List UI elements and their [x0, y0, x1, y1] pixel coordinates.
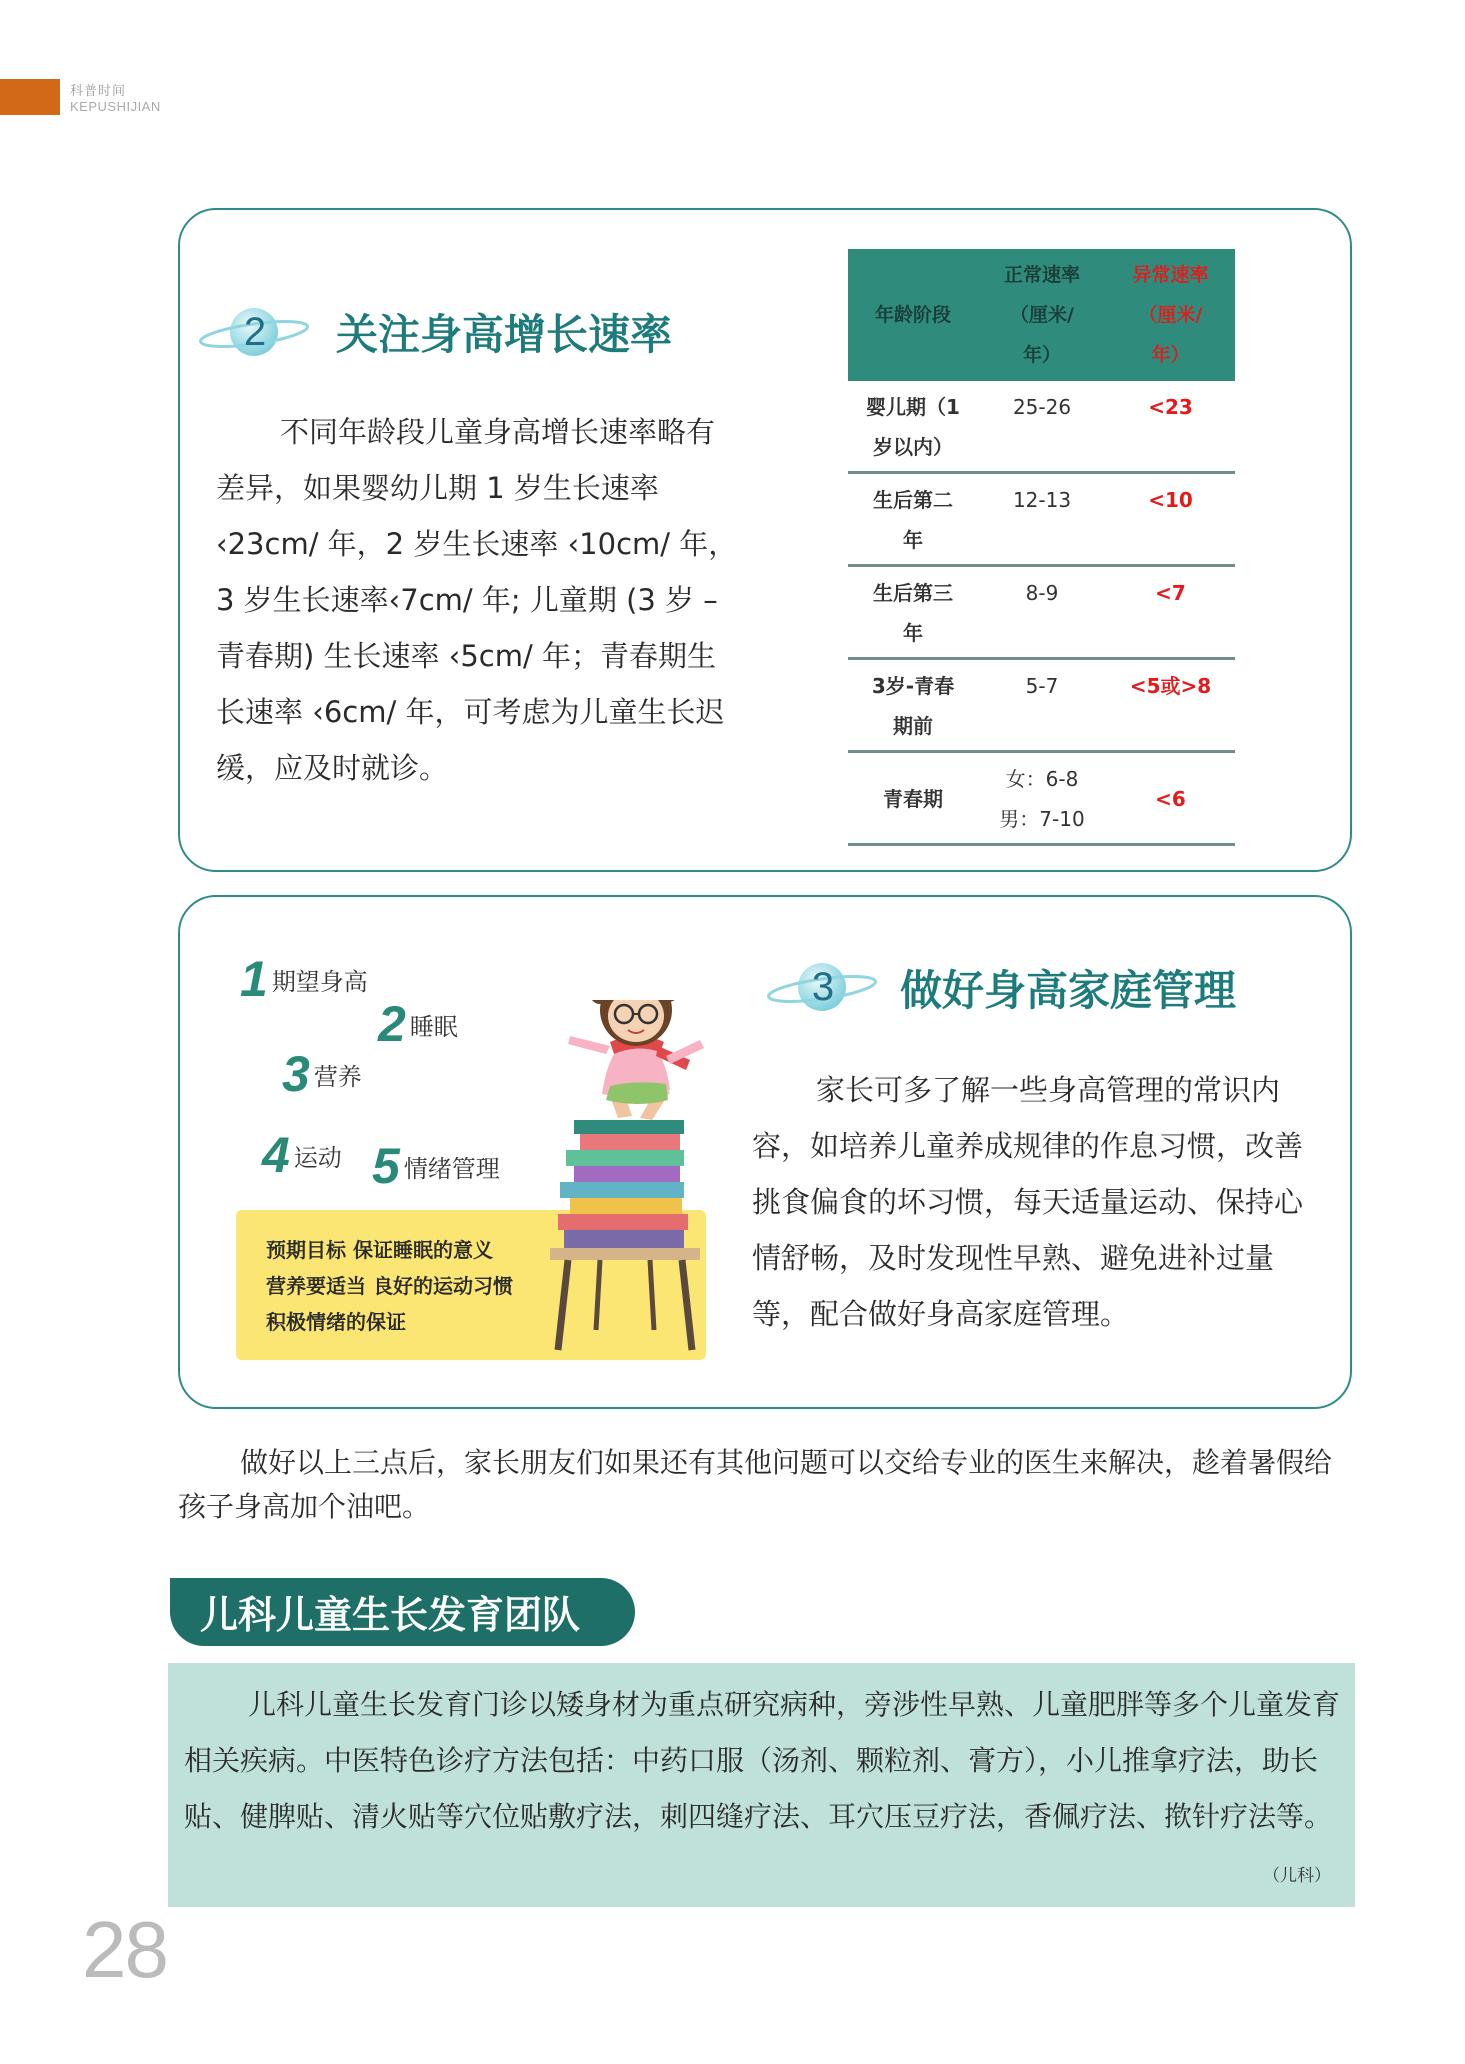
growth-rate-table — [848, 249, 1235, 846]
table-row — [848, 660, 1235, 753]
header-age: 年龄阶段 — [874, 304, 951, 326]
section-title: 关注身高增长速率 — [336, 310, 673, 359]
cell-abnormal: <23 — [1148, 395, 1193, 419]
source-credit: （儿科） — [1263, 1866, 1331, 1886]
item-number: 2 — [378, 996, 406, 1052]
illustration-item — [372, 1137, 500, 1195]
cell-normal-line: 男：7-10 — [999, 807, 1085, 831]
goals-line: 预期目标 保证睡眠的意义 — [266, 1238, 493, 1262]
header-abnormal-line: 异常速率 — [1132, 264, 1209, 286]
header-normal-line: （厘米/ — [1010, 304, 1074, 326]
cell-abnormal: <10 — [1148, 488, 1193, 512]
conclusion — [178, 1441, 1348, 1529]
cell-abnormal: <6 — [1155, 787, 1186, 811]
cell-age — [848, 480, 978, 560]
team-title: 儿科儿童生长发育团队 — [200, 1592, 581, 1637]
conclusion-paragraph: 做好以上三点后，家长朋友们如果还有其他问题可以交给专业的医生来解决，趁着暑假给孩子身高加个油吧。 — [178, 1446, 1333, 1523]
header-normal-rate — [978, 255, 1106, 375]
goals-line: 积极情绪的保证 — [266, 1310, 406, 1334]
table-header — [848, 249, 1235, 381]
illustration-item — [262, 1126, 342, 1184]
cell-abnormal: <7 — [1155, 581, 1186, 605]
illustration-item — [378, 995, 458, 1053]
cell-age-line: 生后第二 — [873, 488, 953, 512]
growth-rate-paragraph: 不同年龄段儿童身高增长速率略有差异，如果婴幼儿期 1 岁生长速率 ‹23cm/ 年，2 岁生长速率 ‹10cm/ 年，3 岁生长速率‹7cm/ 年; 儿童期 (3 岁 – 青春期) 生长速率 ‹5cm/ 年；青春期生长速率 ‹6cm/ 年，可考虑为儿童生长迟缓，应及时就诊。 — [216, 415, 738, 785]
section-number: 2 — [243, 310, 267, 354]
cell-normal: 25-26 — [1012, 395, 1072, 419]
cell-normal: 5-7 — [1025, 674, 1059, 698]
illustration-item — [282, 1045, 362, 1103]
team-description — [184, 1677, 1344, 1845]
cell-normal-line: 女：6-8 — [1005, 767, 1079, 791]
cell-age — [848, 573, 978, 653]
cell-abnormal: <5或>8 — [1129, 674, 1212, 698]
goals-line: 营养要适当 良好的运动习惯 — [266, 1274, 513, 1298]
section-label-en: KEPUSHIJIAN — [70, 99, 161, 114]
header-normal-line: 年） — [1022, 344, 1061, 366]
cell-age-line: 婴儿期（1 — [866, 395, 960, 419]
cell-age-line: 3岁-青春 — [871, 674, 955, 698]
item-number: 5 — [372, 1138, 400, 1194]
cell-age-line: 年 — [903, 528, 923, 552]
item-label: 营养 — [313, 1063, 362, 1091]
section-number: 3 — [811, 965, 835, 1009]
cell-age — [848, 666, 978, 746]
cell-age: 青春期 — [883, 787, 943, 811]
header-accent-bar — [0, 79, 60, 115]
section-body — [216, 404, 741, 796]
section-number-badge-2 — [198, 300, 308, 364]
header-normal-line: 正常速率 — [1003, 264, 1080, 286]
item-label: 睡眠 — [409, 1013, 458, 1041]
cell-age-line: 生后第三 — [873, 581, 953, 605]
item-number: 4 — [262, 1127, 290, 1183]
page-number: 28 — [82, 1905, 167, 1994]
cell-normal: 12-13 — [1012, 488, 1072, 512]
cell-age-line: 年 — [903, 621, 923, 645]
table-row — [848, 753, 1235, 846]
section-body — [752, 1062, 1322, 1342]
section-label-cn: 科普时间 — [70, 84, 127, 99]
header-abnormal-rate — [1106, 255, 1235, 375]
section-title: 做好身高家庭管理 — [900, 966, 1237, 1015]
header-abnormal-line: （厘米/ — [1138, 304, 1203, 326]
table-row — [848, 567, 1235, 660]
item-number: 3 — [282, 1046, 310, 1102]
team-paragraph: 儿科儿童生长发育门诊以矮身材为重点研究病种，旁涉性早熟、儿童肥胖等多个儿童发育相关疾病。中医特色诊疗方法包括：中药口服（汤剂、颗粒剂、膏方），小儿推拿疗法，助长贴、健脾贴、清火贴等穴位贴敷疗法，刺四缝疗法、耳穴压豆疗法，香佩疗法、揿针疗法等。 — [184, 1688, 1341, 1833]
illustration-item — [240, 950, 368, 1008]
girl-on-books-illustration — [540, 1000, 740, 1360]
cell-normal — [978, 759, 1106, 839]
cell-age-line: 岁以内） — [873, 435, 953, 459]
table-row — [848, 474, 1235, 567]
item-number: 1 — [240, 951, 268, 1007]
header-abnormal-line: 年） — [1151, 344, 1190, 366]
cell-age — [848, 387, 978, 467]
table-row — [848, 381, 1235, 474]
home-management-paragraph: 家长可多了解一些身高管理的常识内容，如培养儿童养成规律的作息习惯，改善挑食偏食的坏习惯，每天适量运动、保持心情舒畅，及时发现性早熟、避免进补过量等，配合做好身高家庭管理。 — [752, 1073, 1304, 1331]
item-label: 运动 — [293, 1144, 342, 1172]
cell-normal: 8-9 — [1025, 581, 1059, 605]
item-label: 情绪管理 — [403, 1155, 500, 1183]
cell-age-line: 期前 — [893, 714, 933, 738]
team-description-box — [168, 1663, 1355, 1907]
section-number-badge-3 — [766, 955, 876, 1019]
item-label: 期望身高 — [271, 968, 368, 996]
